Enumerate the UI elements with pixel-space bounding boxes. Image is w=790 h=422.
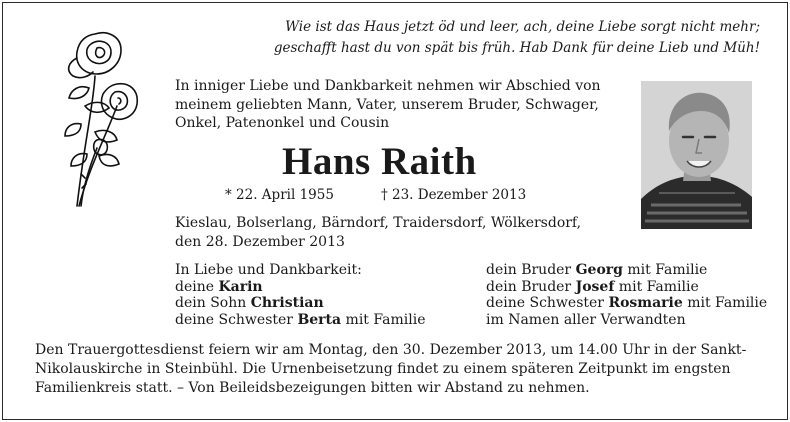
portrait-photo bbox=[641, 81, 752, 229]
mourner-suffix: mit Familie bbox=[622, 262, 708, 278]
intro-line-3: Onkel, Patenonkel und Cousin bbox=[175, 115, 390, 131]
mourner-entry bbox=[486, 262, 767, 279]
service-line-1: Den Trauergottesdienst feiern wir am Montag, den 30. Dezember 2013, um 14.00 Uhr in der Sankt- bbox=[35, 342, 747, 358]
birth-date: * 22. April 1955 bbox=[225, 187, 334, 203]
mourner-suffix: mit Familie bbox=[682, 295, 768, 311]
intro-line-2: meinem geliebten Mann, Vater, unserem Bruder, Schwager, bbox=[175, 96, 599, 113]
mourner-text: dein Sohn bbox=[175, 295, 251, 311]
intro-line-1: In inniger Liebe und Dankbarkeit nehmen wir Abschied von bbox=[175, 78, 601, 94]
service-line-3: Familienkreis statt. – Von Beileidsbezeigungen bitten wir Abstand zu nehmen. bbox=[35, 380, 590, 396]
mourner-entry bbox=[175, 295, 425, 312]
places-and-date bbox=[175, 214, 615, 251]
mourner-suffix: mit Familie bbox=[614, 278, 699, 295]
mourner-name: Rosmarie bbox=[608, 295, 683, 311]
places-line-1: Kieslau, Bolserlang, Bärndorf, Traidersdorf, Wölkersdorf, bbox=[175, 215, 582, 231]
mourner-text: im Namen aller Verwandten bbox=[486, 311, 686, 328]
mourner-entry bbox=[175, 279, 425, 296]
places-line-2: den 28. Dezember 2013 bbox=[175, 233, 345, 250]
mourner-entry bbox=[175, 312, 425, 329]
mourner-entry bbox=[486, 295, 767, 312]
mourner-name: Christian bbox=[250, 295, 324, 311]
mourner-text: deine bbox=[175, 278, 219, 295]
mourner-entry bbox=[486, 312, 767, 329]
rose-icon bbox=[55, 28, 145, 208]
mourner-text: deine Schwester bbox=[486, 295, 609, 311]
deceased-name: Hans Raith bbox=[282, 140, 477, 183]
mourners-left bbox=[175, 262, 425, 328]
mourner-name: Georg bbox=[575, 262, 623, 278]
intro-text bbox=[175, 77, 620, 133]
service-info bbox=[35, 341, 753, 398]
death-date: † 23. Dezember 2013 bbox=[380, 187, 527, 203]
verse-line-1: Wie ist das Haus jetzt öd und leer, ach, deine Liebe sorgt nicht mehr; bbox=[285, 19, 760, 35]
life-dates bbox=[225, 186, 526, 204]
mourner-name: Karin bbox=[218, 278, 263, 295]
mourner-text: dein Bruder bbox=[486, 262, 576, 278]
mourner-text: In Liebe und Dankbarkeit: bbox=[175, 262, 362, 278]
mourner-name: Josef bbox=[575, 278, 615, 295]
mourner-entry bbox=[486, 279, 767, 296]
mourners-right bbox=[486, 262, 767, 328]
mourner-text: deine Schwester bbox=[175, 311, 298, 328]
mourner-suffix: mit Familie bbox=[341, 311, 426, 328]
mourner-entry bbox=[175, 262, 425, 279]
mourner-name: Berta bbox=[297, 311, 342, 328]
service-line-2: Nikolauskirche in Steinbühl. Die Urnenbeisetzung findet zu einem späteren Zeitpunkt im engsten bbox=[35, 361, 731, 377]
verse bbox=[240, 17, 760, 59]
mourner-text: dein Bruder bbox=[486, 278, 576, 295]
verse-line-2: geschafft hast du von spät bis früh. Hab Dank für deine Lieb und Müh! bbox=[273, 40, 760, 56]
